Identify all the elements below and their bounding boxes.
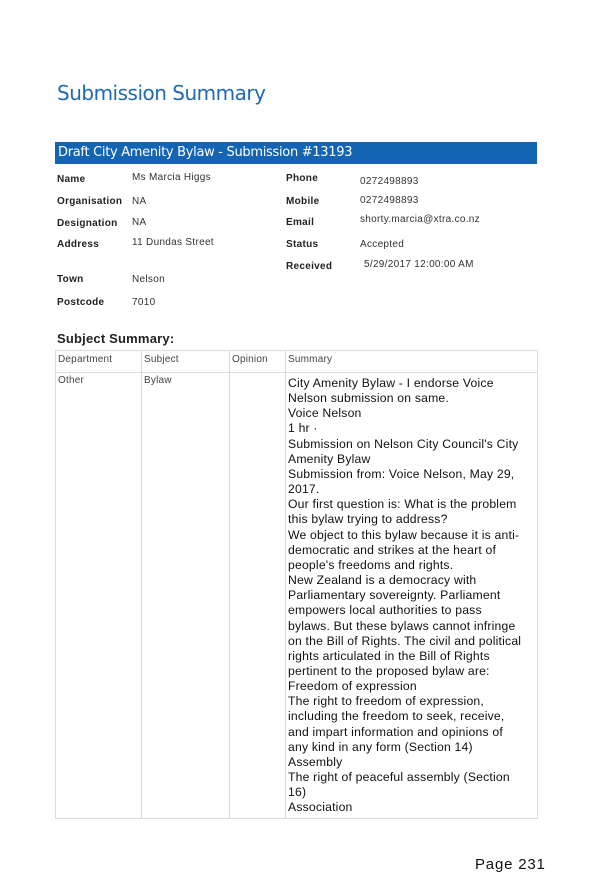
mobile-value: 0272498893 <box>360 195 419 206</box>
summary-line: Freedom of expression <box>288 679 417 694</box>
summary-line: and impart information and opinions of <box>288 724 503 739</box>
subject-summary-table <box>55 350 538 819</box>
subject-header: Subject <box>142 351 230 373</box>
organisation-label: Organisation <box>57 196 123 207</box>
postcode-label: Postcode <box>57 297 105 308</box>
summary-line: Nelson submission on same. <box>288 391 450 406</box>
summary-line: Parliamentary sovereignty. Parliament <box>288 588 501 603</box>
address-label: Address <box>57 239 100 250</box>
received-value: 5/29/2017 12:00:00 AM <box>364 259 474 270</box>
table-row <box>56 373 538 819</box>
summary-line: rights articulated in the Bill of Rights <box>288 648 490 663</box>
summary-line: Voice Nelson <box>288 406 362 421</box>
name-value: Ms Marcia Higgs <box>132 172 211 183</box>
table-header-row <box>56 351 538 373</box>
email-value: shorty.marcia@xtra.co.nz <box>360 214 480 225</box>
email-label: Email <box>286 217 315 228</box>
designation-value: NA <box>132 217 147 228</box>
summary-header: Summary <box>286 351 538 373</box>
opinion-header: Opinion <box>230 351 286 373</box>
organisation-value: NA <box>132 196 147 207</box>
summary-line: City Amenity Bylaw - I endorse Voice <box>288 376 494 390</box>
summary-line: New Zealand is a democracy with <box>288 573 477 588</box>
status-label: Status <box>286 239 319 250</box>
summary-line: 1 hr · <box>288 421 318 436</box>
phone-value: 0272498893 <box>360 176 419 187</box>
department-header: Department <box>56 351 142 373</box>
summary-line: Our first question is: What is the problem <box>288 497 517 512</box>
summary-line: Amenity Bylaw <box>288 451 371 466</box>
postcode-value: 7010 <box>132 297 156 308</box>
address-value: 11 Dundas Street <box>132 237 214 248</box>
summary-line: any kind in any form (Section 14) <box>288 739 473 754</box>
summary-line: The right to freedom of expression, <box>288 694 485 709</box>
summary-line: democratic and strikes at the heart of <box>288 542 497 557</box>
summary-line: Submission on Nelson City Council's City <box>288 436 519 451</box>
subject-cell: Bylaw <box>142 373 230 819</box>
opinion-cell <box>230 373 286 819</box>
mobile-label: Mobile <box>286 196 320 207</box>
submission-banner: Draft City Amenity Bylaw - Submission #13193 <box>55 142 537 164</box>
summary-line: including the freedom to seek, receive, <box>288 709 505 724</box>
summary-line: bylaws. But these bylaws cannot infringe <box>288 618 516 633</box>
page-title: Submission Summary <box>57 81 266 105</box>
status-value: Accepted <box>360 239 405 250</box>
designation-label: Designation <box>57 218 118 229</box>
received-label: Received <box>286 261 333 272</box>
summary-line: Assembly <box>288 754 343 769</box>
name-label: Name <box>57 174 86 185</box>
summary-line: Submission from: Voice Nelson, May 29, <box>288 466 515 481</box>
phone-label: Phone <box>286 173 319 184</box>
summary-line: empowers local authorities to pass <box>288 603 482 618</box>
summary-line: Association <box>288 800 353 815</box>
summary-line: pertinent to the proposed bylaw are: <box>288 663 490 678</box>
summary-line: people's freedoms and rights. <box>288 557 454 572</box>
town-value: Nelson <box>132 274 165 285</box>
town-label: Town <box>57 274 84 285</box>
summary-cell <box>286 373 538 819</box>
summary-line: The right of peaceful assembly (Section <box>288 770 510 785</box>
page-number: Page 231 <box>475 856 546 873</box>
summary-line: 2017. <box>288 482 320 497</box>
summary-line: this bylaw trying to address? <box>288 512 448 527</box>
subject-summary-heading: Subject Summary: <box>57 331 175 346</box>
summary-line: 16) <box>288 785 307 800</box>
summary-line: on the Bill of Rights. The civil and political <box>288 633 522 648</box>
summary-line: We object to this bylaw because it is anti- <box>288 527 520 542</box>
department-cell: Other <box>56 373 142 819</box>
